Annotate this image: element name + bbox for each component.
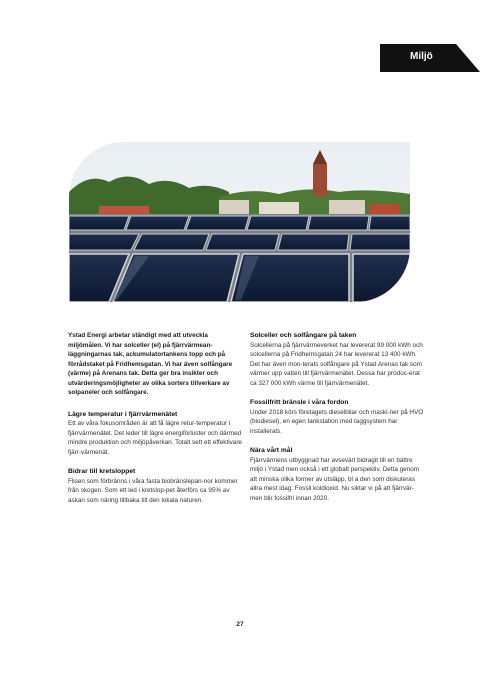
section-body: Under 2018 körs företagets dieselbilar och maski-ner på HVO (biodiesel), en egen tankstation med taggsystem har installerats. bbox=[250, 408, 424, 435]
left-column bbox=[68, 331, 244, 515]
section-tab bbox=[380, 44, 480, 72]
section-body: Solcellerna på fjärrvärmeverket har levererat 99 000 kWh och solcellerna på Fridhemsgatan 24 har levererat 13 400 kWh. Det har även mon-terats solfångare på Ystad Arenas tak som värmer upp vatten till fjärrvärmenätet. Dessa har produc-erat ca 327 000 kWh värme till fjärrvärmenätet. bbox=[250, 341, 423, 387]
lead-paragraph: Ystad Energi arbetar ständigt med att utveckla miljömålen. Vi har solceller (el) på fjärrvärmean-läggningarnas tak, ackumulatortankens topp och på förrådstaket på Fridhemsgatan. Vi har även solfångare (värme) på Arenans tak. Detta ger bra insikter och utvärderingsmöjligheter av olika sorters tillverkare av solpaneler och solfångare. bbox=[68, 332, 233, 396]
right-column bbox=[250, 331, 426, 513]
section-tab-label: Miljö bbox=[410, 51, 433, 62]
section-body: Fjärrvärmens utbyggnad har avsevärt bidragit till en bättre miljö i Ystad men också i ett globalt perspektiv. Detta genom att minska olika former av utsläpp, bl a den som diskuteras allra mest idag: Fossil koldioxid. Nu siktar vi på att fjärrvär-men blir fossilfri innan 2020. bbox=[250, 456, 420, 502]
section-heading: Fossilfritt bränsle i våra fordon bbox=[250, 399, 349, 406]
section-heading: Solceller och solfångare på taken bbox=[250, 332, 357, 339]
section-heading: Lägre temperatur i fjärrvärmenätet bbox=[68, 410, 178, 418]
section-heading: Bidrar till kretsloppet bbox=[68, 468, 136, 475]
section-heading: Nära vårt mål bbox=[250, 447, 293, 454]
solar-panels-photo bbox=[69, 142, 410, 302]
section-body: Ett av våra fokusområden är att få lägre retur-temperatur i fjärrvärmenätet. Det leder till lägre energiförluster och därmed mindre produktion och miljöpåverkan. Totalt sett ett effektivare fjärr-värmenät. bbox=[68, 420, 242, 456]
solar-panels-image bbox=[69, 142, 410, 302]
page-number: 27 bbox=[236, 621, 244, 628]
section-body: Flisen som förbränns i våra fasta biobränslepan-nor kommer från skogen. Som ett led i kretslop-pet återförs ca 95% av askan som näring tillbaka till den lokala naturen. bbox=[68, 477, 238, 504]
